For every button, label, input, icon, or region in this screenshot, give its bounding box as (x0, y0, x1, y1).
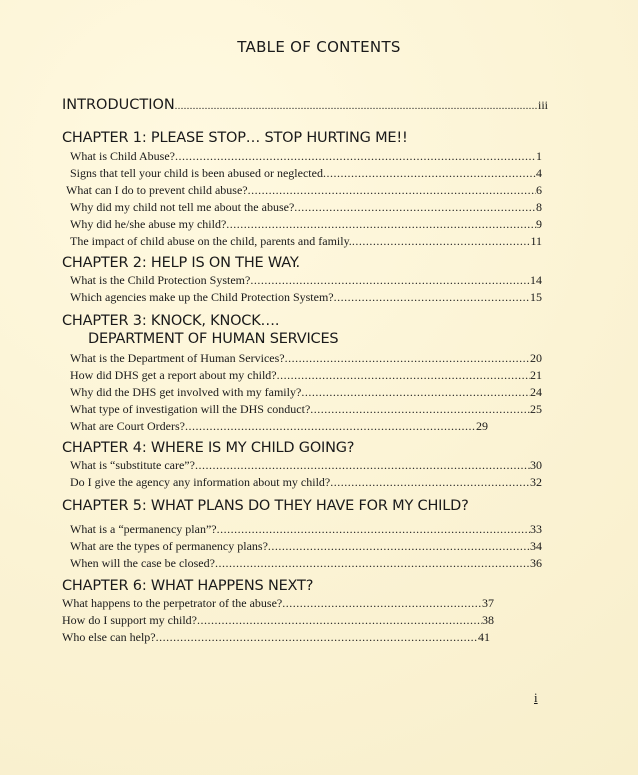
chapter-2-heading: CHAPTER 2: HELP IS ON THE WAY. (62, 255, 300, 271)
dot-leader (330, 475, 530, 489)
toc-row (70, 351, 542, 365)
toc-page-number: iii (537, 98, 548, 112)
dot-leader (197, 613, 482, 627)
toc-row (70, 217, 542, 231)
dot-leader (310, 402, 530, 416)
dot-leader (277, 368, 530, 382)
chapter-3-heading: CHAPTER 3: KNOCK, KNOCK…. (62, 313, 280, 329)
toc-page-number: 37 (482, 596, 494, 610)
toc-row (62, 613, 494, 627)
chapter-1-heading: CHAPTER 1: PLEASE STOP… STOP HURTING ME!! (62, 130, 408, 146)
toc-entry-label: What is the Department of Human Services? (70, 351, 285, 365)
toc-entry-label: Do I give the agency any information about my child? (70, 475, 331, 489)
dot-leader (156, 630, 478, 644)
toc-page-number: 6 (536, 183, 542, 197)
toc-row (70, 290, 542, 304)
page-number-footer: i (534, 690, 538, 705)
toc-row (70, 522, 542, 536)
toc-entry-label: What type of investigation will the DHS conduct? (70, 402, 311, 416)
toc-entry-label: How do I support my child? (62, 613, 197, 627)
toc-page-number: 24 (530, 385, 542, 399)
toc-entry-label: When will the case be closed? (70, 556, 215, 570)
toc-entry-label: Why did my child not tell me about the abuse? (70, 200, 295, 214)
chapter-6-heading: CHAPTER 6: WHAT HAPPENS NEXT? (62, 578, 314, 594)
toc-row (62, 596, 494, 610)
toc-entry-label: The impact of child abuse on the child, parents and family. (70, 234, 352, 248)
toc-row (70, 402, 542, 416)
toc-row (66, 183, 542, 197)
toc-entry-label: Why did the DHS get involved with my family? (70, 385, 302, 399)
toc-page-number: 14 (530, 273, 542, 287)
toc-entry-label: What is the Child Protection System? (70, 273, 251, 287)
toc-row-introduction (62, 98, 548, 114)
toc-page-number: 33 (530, 522, 542, 536)
toc-row (70, 419, 488, 433)
toc-page-number: 34 (530, 539, 542, 553)
dot-leader (217, 522, 530, 536)
toc-entry-label: Why did he/she abuse my child? (70, 217, 227, 231)
dot-leader (334, 290, 530, 304)
toc-title: TABLE OF CONTENTS (237, 38, 401, 56)
toc-row (70, 273, 542, 287)
toc-entry-label: Who else can help? (62, 630, 156, 644)
dot-leader (282, 596, 482, 610)
toc-page-number: 11 (530, 234, 542, 248)
toc-page-number: 8 (536, 200, 542, 214)
toc-entry-label: Which agencies make up the Child Protection System? (70, 290, 334, 304)
toc-page-number: 30 (530, 458, 542, 472)
dot-leader (185, 419, 476, 433)
toc-page-number: 36 (530, 556, 542, 570)
chapter-5-heading: CHAPTER 5: WHAT PLANS DO THEY HAVE FOR MY CHILD? (62, 498, 469, 514)
dot-leader (285, 351, 530, 365)
toc-page-number: 38 (482, 613, 494, 627)
toc-row (70, 166, 542, 180)
dot-leader (323, 166, 536, 180)
toc-entry-label: Signs that tell your child is been abused or neglected (70, 166, 323, 180)
chapter-3-subheading: DEPARTMENT OF HUMAN SERVICES (88, 331, 339, 347)
toc-row (70, 149, 542, 163)
toc-page-number: 41 (478, 630, 490, 644)
toc-page-number: 1 (536, 149, 542, 163)
toc-heading-introduction: INTRODUCTION (62, 98, 175, 113)
toc-entry-label: What are Court Orders? (70, 419, 185, 433)
toc-page-number: 29 (476, 419, 488, 433)
toc-page-number: 15 (530, 290, 542, 304)
toc-page-number: 25 (530, 402, 542, 416)
dot-leader (175, 149, 536, 163)
dot-leader (268, 539, 530, 553)
chapter-4-heading: CHAPTER 4: WHERE IS MY CHILD GOING? (62, 440, 355, 456)
dot-leader (215, 556, 530, 570)
toc-entry-label: What can I do to prevent child abuse? (66, 183, 248, 197)
toc-row (70, 458, 542, 472)
dot-leader (226, 217, 536, 231)
toc-entry-label: What is Child Abuse? (70, 149, 175, 163)
toc-page-number: 32 (530, 475, 542, 489)
dot-leader (301, 385, 530, 399)
toc-entry-label: What are the types of permanency plans? (70, 539, 268, 553)
toc-page-number: 4 (536, 166, 542, 180)
toc-row (70, 556, 542, 570)
toc-page-number: 20 (530, 351, 542, 365)
toc-row (70, 200, 542, 214)
dot-leader (250, 273, 530, 287)
toc-row (70, 234, 542, 248)
dot-leader (195, 458, 530, 472)
toc-entry-label: How did DHS get a report about my child? (70, 368, 277, 382)
dot-leader (294, 200, 536, 214)
toc-entry-label: What is a “permanency plan”? (70, 522, 217, 536)
toc-page-number: 9 (536, 217, 542, 231)
dot-leader (248, 183, 536, 197)
toc-row (70, 368, 542, 382)
toc-entry-label: What is “substitute care”? (70, 458, 195, 472)
dot-leader (175, 100, 538, 114)
toc-row (70, 475, 542, 489)
toc-row (70, 385, 542, 399)
toc-page-number: 21 (530, 368, 542, 382)
dot-leader (352, 234, 531, 248)
toc-row (70, 539, 542, 553)
toc-entry-label: What happens to the perpetrator of the abuse? (62, 596, 283, 610)
toc-row (62, 630, 490, 644)
